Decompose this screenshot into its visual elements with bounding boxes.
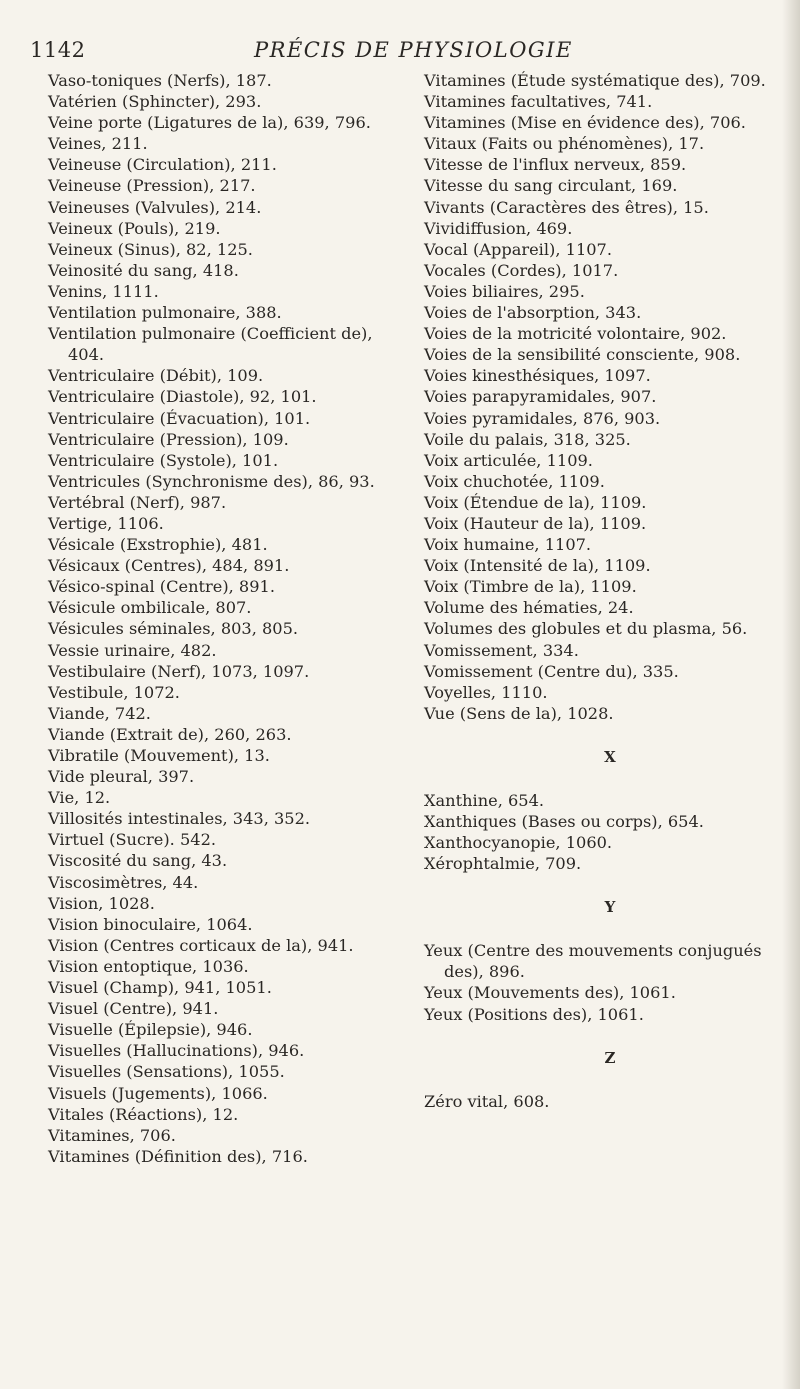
page-number: 1142 (30, 38, 86, 62)
page-edge-shadow (782, 0, 800, 1389)
index-entry: Vertige, 1106. (48, 513, 164, 533)
index-entry: Ventriculaire (Débit), 109. (48, 366, 264, 386)
index-entry: Ventilation pulmonaire (Coefficient de), (48, 324, 373, 344)
index-entry: Voies de la motricité volontaire, 902. (424, 324, 727, 344)
index-entry: Vibratile (Mouvement), 13. (48, 746, 270, 765)
index-entry: Vitesse de l'influx nerveux, 859. (424, 155, 687, 175)
index-entry: Vésicules séminales, 803, 805. (48, 619, 299, 639)
index-entry: Voies de l'absorption, 343. (424, 303, 642, 323)
index-entry: Vésicule ombilicale, 807. (48, 598, 252, 618)
index-entry: Voix humaine, 1107. (424, 535, 592, 555)
index-entry: Viande, 742. (48, 703, 151, 723)
index-entry: Vésicale (Exstrophie), 481. (48, 535, 268, 555)
index-entry: Vitamines (Mise en évidence des), 706. (424, 113, 746, 133)
index-entry: Ventriculaire (Diastole), 92, 101. (48, 387, 317, 407)
running-title: PRÉCIS DE PHYSIOLOGIE (254, 38, 573, 62)
index-entry: Yeux (Positions des), 1061. (424, 1004, 644, 1024)
index-entry: Vaso-toniques (Nerfs), 187. (48, 71, 272, 90)
section-letter-z: Z (604, 1048, 616, 1067)
index-entry: Vie, 12. (48, 788, 111, 808)
index-entry: Vestibule, 1072. (48, 682, 180, 702)
index-entry: Venins, 1111. (48, 281, 159, 301)
index-entry: Vision binoculaire, 1064. (48, 914, 253, 934)
index-entry: Villosités intestinales, 343, 352. (48, 809, 311, 829)
index-entry: Xanthine, 654. (424, 790, 545, 810)
index-entry: Visuelle (Épilepsie), 946. (48, 1020, 253, 1040)
index-entry: Veineuse (Pression), 217. (48, 176, 256, 196)
index-entry: Vue (Sens de la), 1028. (424, 703, 614, 723)
index-entry: Vitesse du sang circulant, 169. (424, 176, 678, 196)
index-entry: Ventriculaire (Pression), 109. (48, 429, 289, 449)
index-entry: Viscosité du sang, 43. (48, 851, 228, 871)
index-entry: Vide pleural, 397. (48, 767, 195, 787)
index-entry: Voix (Intensité de la), 1109. (424, 556, 651, 576)
index-entry: Vitamines (Étude systématique des), 709. (424, 71, 766, 90)
index-entry: Veineux (Pouls), 219. (48, 218, 221, 238)
index-entry: Vertébral (Nerf), 987. (48, 492, 227, 512)
index-entry: Voies parapyramidales, 907. (424, 387, 657, 407)
index-entry: Xanthocyanopie, 1060. (424, 833, 613, 853)
index-entry: Vatérien (Sphincter), 293. (48, 92, 262, 112)
index-entry: Vésico-spinal (Centre), 891. (48, 577, 275, 597)
index-entry: Vocal (Appareil), 1107. (424, 239, 612, 259)
index-entry: Voix articulée, 1109. (424, 450, 593, 470)
index-entry: Volumes des globules et du plasma, 56. (424, 619, 748, 639)
section-letter-x: X (604, 747, 616, 766)
index-entry: Viscosimètres, 44. (48, 872, 199, 892)
index-entry: Volume des hématies, 24. (424, 598, 634, 618)
index-column-right (424, 70, 796, 1112)
index-entry: Veineuse (Circulation), 211. (48, 155, 277, 175)
index-entry: Vessie urinaire, 482. (48, 640, 217, 660)
index-entry: Voies biliaires, 295. (424, 281, 585, 301)
index-entry: Voies pyramidales, 876, 903. (424, 408, 661, 428)
index-entry: Ventilation pulmonaire, 388. (48, 303, 282, 323)
index-entry: Ventriculaire (Évacuation), 101. (48, 408, 311, 428)
index-entry: Voile du palais, 318, 325. (424, 429, 631, 449)
index-entry: Veine porte (Ligatures de la), 639, 796. (48, 113, 371, 133)
index-entry: Vomissement (Centre du), 335. (424, 661, 679, 681)
index-entry: Vitamines (Définition des), 716. (48, 1146, 308, 1166)
index-entry: Voix (Étendue de la), 1109. (424, 492, 647, 512)
page-header (22, 38, 722, 62)
index-entry: Xérophtalmie, 709. (424, 854, 582, 874)
index-entry: Visuel (Champ), 941, 1051. (48, 978, 272, 998)
index-entry: Visuel (Centre), 941. (48, 999, 219, 1019)
index-entry: Virtuel (Sucre). 542. (48, 830, 217, 850)
index-entry: Vitamines, 706. (48, 1125, 176, 1145)
index-entry: Vision, 1028. (48, 893, 155, 913)
index-entry: Veinosité du sang, 418. (48, 260, 239, 280)
index-entry: Voix chuchotée, 1109. (424, 471, 605, 491)
index-entry: Visuelles (Sensations), 1055. (48, 1062, 285, 1082)
index-entry: Xanthiques (Bases ou corps), 654. (424, 812, 704, 831)
index-entry: Veines, 211. (48, 134, 148, 154)
index-entry: Vitamines facultatives, 741. (424, 92, 653, 112)
index-entry: Visuelles (Hallucinations), 946. (48, 1041, 305, 1061)
index-entry: Vivants (Caractères des êtres), 15. (424, 197, 709, 217)
index-column-left (48, 70, 404, 1167)
index-entry: Vésicaux (Centres), 484, 891. (48, 556, 290, 576)
index-entry: Veineuses (Valvules), 214. (48, 197, 262, 217)
index-entry: Yeux (Mouvements des), 1061. (424, 983, 676, 1003)
index-entry: Vividiffusion, 469. (424, 218, 573, 238)
index-entry: Voix (Hauteur de la), 1109. (424, 513, 647, 533)
index-entry: Viande (Extrait de), 260, 263. (48, 724, 292, 744)
index-entry: Ventricules (Synchronisme des), 86, 93. (48, 471, 375, 491)
index-entry: Vitaux (Faits ou phénomènes), 17. (424, 134, 705, 154)
index-entry: Voix (Timbre de la), 1109. (424, 577, 637, 597)
index-entry: Visuels (Jugements), 1066. (48, 1083, 268, 1103)
index-entry: Vestibulaire (Nerf), 1073, 1097. (48, 661, 310, 681)
index-entry: Yeux (Centre des mouvements conjugués (424, 941, 762, 961)
index-entry: Vocales (Cordes), 1017. (424, 260, 619, 280)
index-entry-continuation: des), 896. (444, 962, 525, 982)
index-entry: Voies kinesthésiques, 1097. (424, 366, 651, 386)
index-entry: Vomissement, 334. (424, 640, 579, 660)
index-entry: Zéro vital, 608. (424, 1091, 550, 1111)
index-entry: Vitales (Réactions), 12. (48, 1104, 239, 1124)
index-entry: Voies de la sensibilité consciente, 908. (424, 345, 741, 365)
index-entry: Veineux (Sinus), 82, 125. (48, 239, 253, 259)
section-letter-y: Y (604, 898, 616, 917)
index-entry: Vision (Centres corticaux de la), 941. (48, 935, 354, 955)
index-entry: Ventriculaire (Systole), 101. (48, 450, 279, 470)
index-entry: Vision entoptique, 1036. (48, 956, 249, 976)
index-entry: Voyelles, 1110. (424, 682, 548, 702)
index-entry-continuation: 404. (68, 345, 105, 365)
